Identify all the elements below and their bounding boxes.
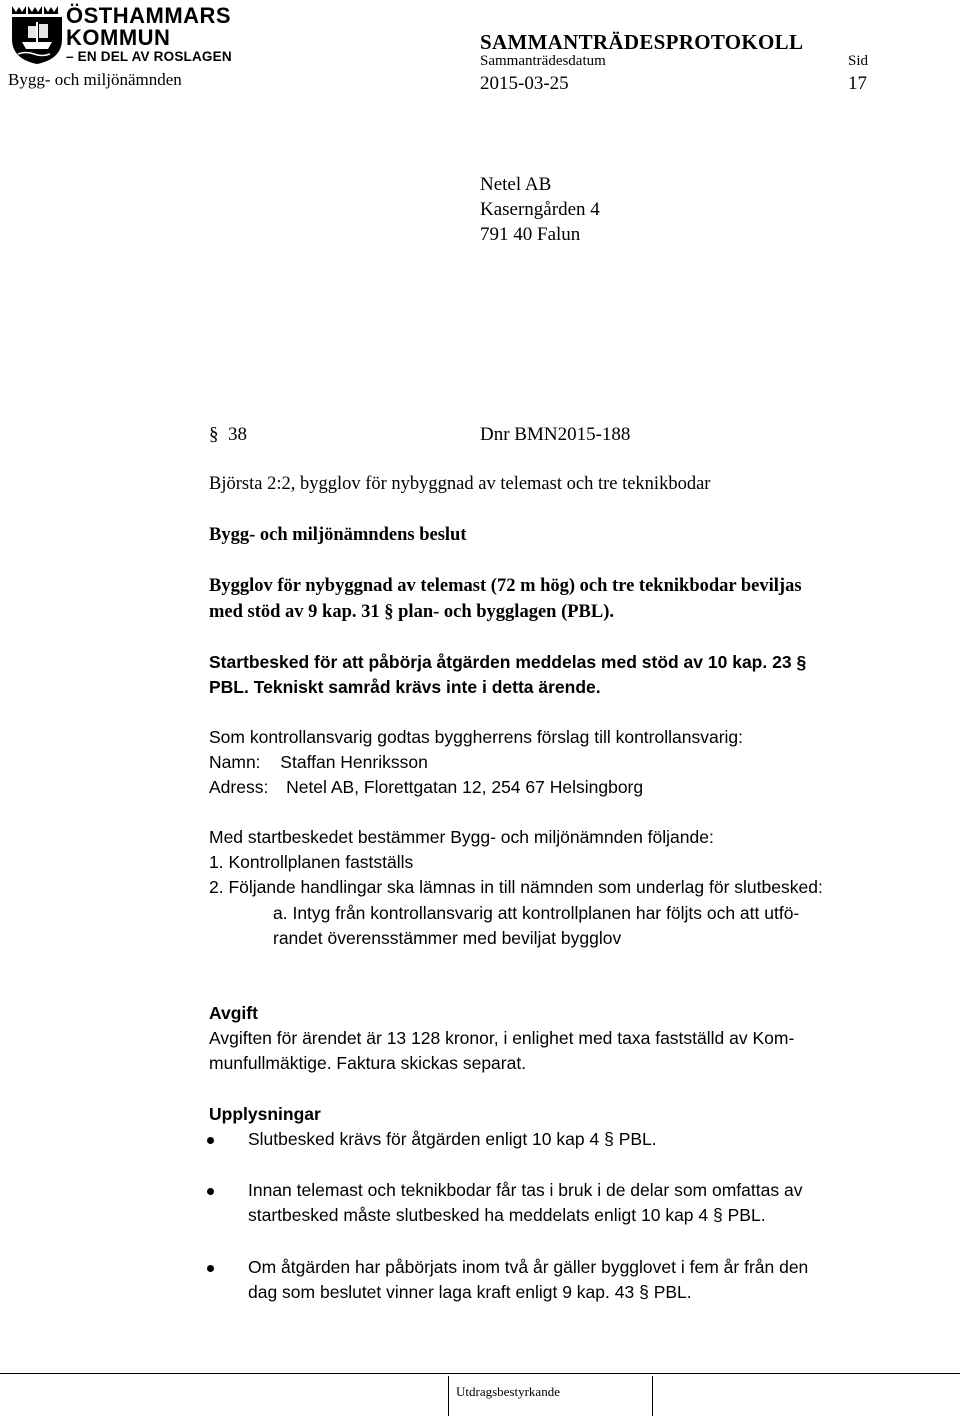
start-line-1 bbox=[209, 652, 806, 673]
info-bullet-2-line-2 bbox=[248, 1205, 766, 1226]
paragraph-symbol: § bbox=[713, 1205, 723, 1225]
case-subject: Björsta 2:2, bygglov för nybyggnad av telemast och tre teknikbodar bbox=[209, 474, 711, 494]
paragraph-symbol: § bbox=[209, 424, 219, 445]
logo-name-line2: KOMMUN bbox=[66, 25, 171, 50]
name-label: Namn: bbox=[209, 752, 261, 772]
list-item-2a-line-1: a. Intyg från kontrollansvarig att kontrollplanen har följts och att utfö- bbox=[273, 903, 800, 923]
list-item-2a-line-2: randet överensstämmer med beviljat bygglov bbox=[273, 928, 622, 948]
info-bullet-1b: PBL. bbox=[618, 1129, 657, 1149]
logo-tagline: – EN DEL AV ROSLAGEN bbox=[66, 49, 232, 64]
bullet-icon bbox=[207, 1137, 214, 1144]
decision-heading: Bygg- och miljönämndens beslut bbox=[209, 525, 467, 545]
case-number bbox=[209, 424, 247, 446]
case-dnr: Dnr BMN2015-188 bbox=[480, 424, 631, 445]
info-bullet-2-line-2b: PBL. bbox=[727, 1205, 766, 1225]
organisation-name: Bygg- och miljönämnden bbox=[8, 70, 182, 89]
recipient-company: Netel AB bbox=[480, 174, 552, 195]
logo-name-line1: ÖSTHAMMARS bbox=[66, 3, 232, 28]
document-type: SAMMANTRÄDESPROTOKOLL bbox=[480, 30, 804, 54]
bullet-icon bbox=[207, 1188, 214, 1195]
page-number: 17 bbox=[848, 73, 867, 94]
start-line-2: PBL. Tekniskt samråd krävs inte i detta ärende. bbox=[209, 677, 601, 697]
address-value: Netel AB, Florettgatan 12, 254 67 Helsingborg bbox=[286, 777, 644, 797]
decision-line-1: Bygglov för nybyggnad av telemast (72 m hög) och tre teknikbodar beviljas bbox=[209, 576, 802, 596]
start-line-1a: Startbesked för att påbörja åtgärden meddelas med stöd av 10 kap. 23 bbox=[209, 652, 792, 672]
info-bullet-3-line-1: Om åtgärden har påbörjats inom två år gäller bygglovet i fem år från den bbox=[248, 1257, 809, 1277]
paragraph-symbol: § bbox=[384, 602, 394, 622]
municipality-logo bbox=[8, 3, 232, 66]
decision-line-2b: plan- och bygglagen (PBL). bbox=[398, 602, 614, 622]
recipient-postal: 791 40 Falun bbox=[480, 224, 581, 245]
footer-box-right-border bbox=[652, 1376, 653, 1416]
info-bullet-3-line-2 bbox=[248, 1282, 692, 1303]
address-label: Adress: bbox=[209, 777, 269, 797]
bullet-icon bbox=[207, 1265, 214, 1272]
certification-label: Utdragsbestyrkande bbox=[456, 1384, 560, 1399]
paragraph-symbol: § bbox=[639, 1282, 649, 1302]
fee-line-2: munfullmäktige. Faktura skickas separat. bbox=[209, 1053, 527, 1073]
recipient-street: Kaserngården 4 bbox=[480, 199, 600, 220]
info-bullet-3-line-2b: PBL. bbox=[653, 1282, 692, 1302]
start-decides: Med startbeskedet bestämmer Bygg- och miljönämnden följande: bbox=[209, 827, 714, 847]
controller-intro: Som kontrollansvarig godtas byggherrens förslag till kontrollansvarig: bbox=[209, 727, 744, 747]
controller-name-row bbox=[209, 752, 428, 773]
fee-line-1: Avgiften för ärendet är 13 128 kronor, i enlighet med taxa fastställd av Kom- bbox=[209, 1028, 795, 1048]
list-item-1: 1. Kontrollplanen fastställs bbox=[209, 852, 414, 872]
page-label: Sid bbox=[848, 53, 869, 69]
info-bullet-2-line-2a: startbesked måste slutbesked ha meddelats enligt 10 kap 4 bbox=[248, 1205, 709, 1225]
info-bullet-3-line-2a: dag som beslutet vinner laga kraft enligt 9 kap. 43 bbox=[248, 1282, 635, 1302]
list-item-2: 2. Följande handlingar ska lämnas in till nämnden som underlag för slutbesked: bbox=[209, 877, 823, 897]
decision-line-2 bbox=[209, 602, 614, 623]
decision-line-2a: med stöd av 9 kap. 31 bbox=[209, 602, 380, 622]
footer-box-left-border bbox=[448, 1376, 449, 1416]
paragraph-symbol: § bbox=[796, 652, 807, 672]
name-value: Staffan Henriksson bbox=[280, 752, 428, 772]
paragraph-symbol: § bbox=[604, 1129, 614, 1149]
info-heading: Upplysningar bbox=[209, 1104, 321, 1124]
meeting-date: 2015-03-25 bbox=[480, 73, 569, 94]
fee-heading: Avgift bbox=[209, 1003, 258, 1023]
info-bullet-2-line-1: Innan telemast och teknikbodar får tas i bruk i de delar som omfattas av bbox=[248, 1180, 803, 1200]
info-bullet-1a: Slutbesked krävs för åtgärden enligt 10 kap 4 bbox=[248, 1129, 600, 1149]
case-number-value: 38 bbox=[228, 424, 247, 445]
footer-divider bbox=[0, 1373, 960, 1374]
controller-address-row bbox=[209, 777, 643, 798]
date-label: Sammanträdesdatum bbox=[480, 53, 606, 69]
info-bullet-1 bbox=[248, 1129, 657, 1150]
